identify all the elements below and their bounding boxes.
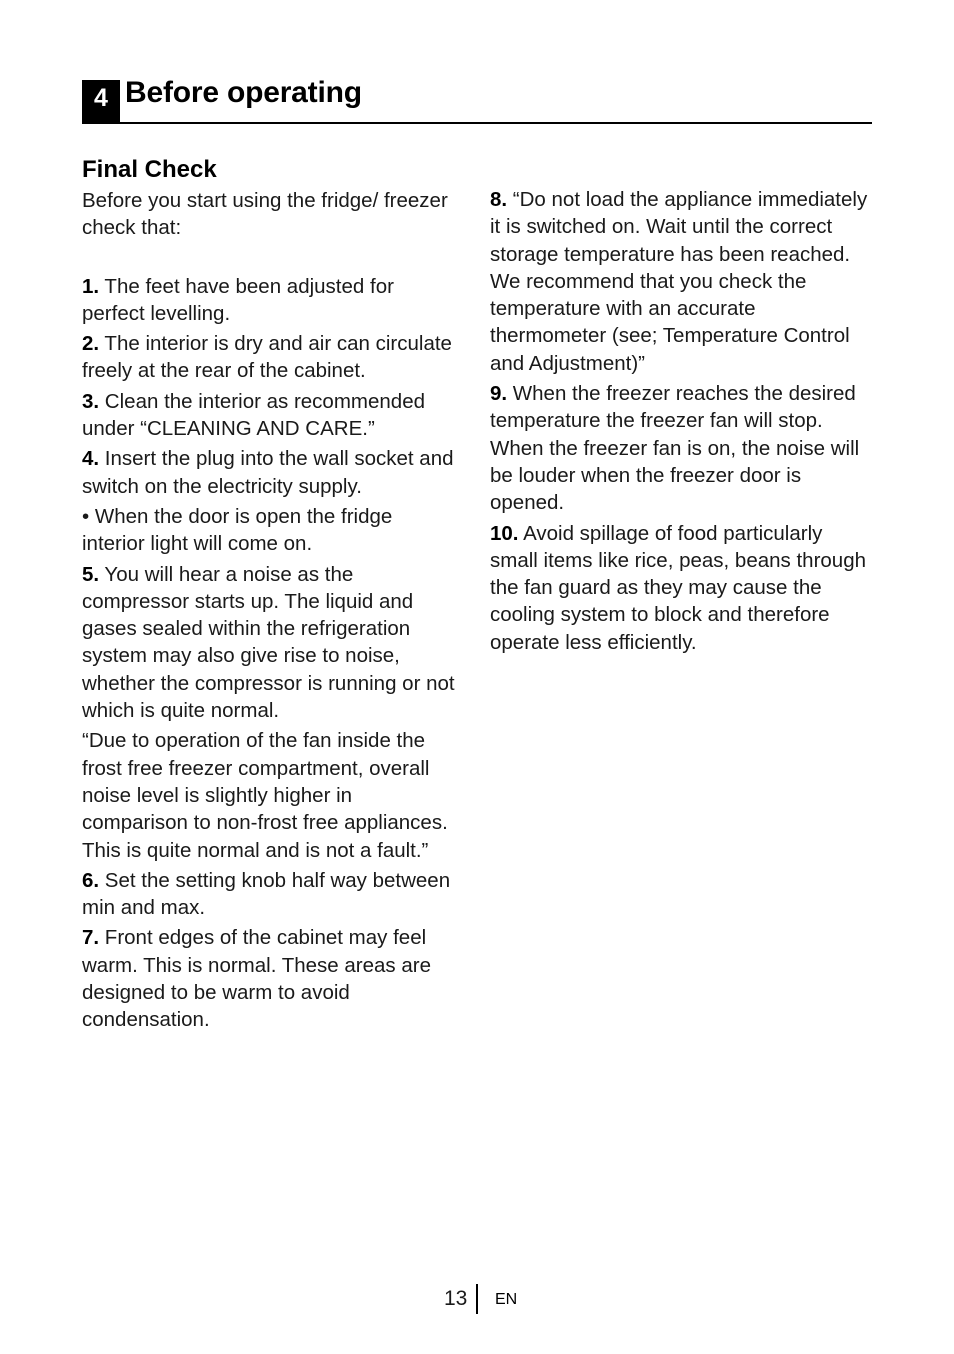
chapter-number-badge: 4 — [82, 80, 120, 124]
item-number: 10. — [490, 521, 519, 545]
item-text: Avoid spillage of food particularly small items like rice, peas, beans through the fan guard as they may cause the cooling system to block and therefore operate less efficiently. — [490, 521, 867, 654]
item-text: “Due to operation of the fan inside the frost free freezer compartment, overall noise level is slightly higher in comparison to non-frost free appliances. This is quite normal and is not a fault.” — [82, 729, 448, 862]
list-item-7 — [82, 924, 460, 1033]
list-item-5 — [82, 561, 460, 725]
list-item-3 — [82, 388, 460, 443]
item-number: 7. — [82, 926, 100, 950]
item-text: When the freezer reaches the desired temperature the freezer fan will stop. When the freezer fan is on, the noise will be louder when the freezer door is opened. — [490, 382, 860, 515]
item-number: 2. — [82, 332, 100, 356]
section-title: Final Check — [82, 156, 217, 183]
item-text: • When the door is open the fridge interior light will come on. — [82, 504, 393, 556]
item-number: 4. — [82, 447, 100, 471]
list-item-1 — [82, 273, 460, 328]
chapter-title: Before operating — [125, 76, 362, 109]
item-text: The feet have been adjusted for perfect levelling. — [82, 274, 394, 325]
item-text: You will hear a noise as the compressor starts up. The liquid and gases sealed within the refrigeration system may also give rise to noise, whether the compressor is running or not which is quite normal. — [82, 562, 455, 723]
footer-divider — [476, 1284, 478, 1314]
list-item-10 — [490, 520, 874, 656]
item-text: Clean the interior as recommended under “CLEANING AND CARE.” — [82, 389, 425, 441]
item-text: Set the setting knob half way between min and max. — [82, 868, 451, 920]
item-text: Front edges of the cabinet may feel warm. This is normal. These areas are designed to be warm to avoid condensation. — [82, 926, 432, 1032]
bullet-note — [82, 503, 460, 558]
item-text: Insert the plug into the wall socket and switch on the electricity supply. — [82, 447, 454, 498]
list-item-6 — [82, 867, 460, 922]
list-item-4 — [82, 445, 460, 500]
item-number: 5. — [82, 562, 100, 586]
item-number: 6. — [82, 868, 100, 892]
left-column — [82, 155, 460, 1037]
list-item-2 — [82, 330, 460, 385]
item-number: 8. — [490, 188, 508, 211]
item-number: 1. — [82, 274, 100, 298]
item-text: “Do not load the appliance immediately it is switched on. Wait until the correct storage temperature has been reached. We recommend that you check the temperature with an accurate thermometer (see; Temperature Control and Adjustment)” — [490, 188, 868, 375]
item-number: 3. — [82, 389, 100, 413]
language-code: EN — [495, 1291, 518, 1308]
item-text: The interior is dry and air can circulate freely at the rear of the cabinet. — [82, 332, 452, 383]
page-number: 13 — [444, 1287, 468, 1310]
item-number: 9. — [490, 382, 508, 406]
intro-paragraph: Before you start using the fridge/ freezer check that: — [82, 189, 448, 240]
fan-noise-note — [82, 727, 460, 863]
list-item-9 — [490, 380, 874, 516]
chapter-header — [82, 76, 872, 124]
list-item-8 — [490, 186, 874, 377]
right-column — [490, 186, 874, 659]
